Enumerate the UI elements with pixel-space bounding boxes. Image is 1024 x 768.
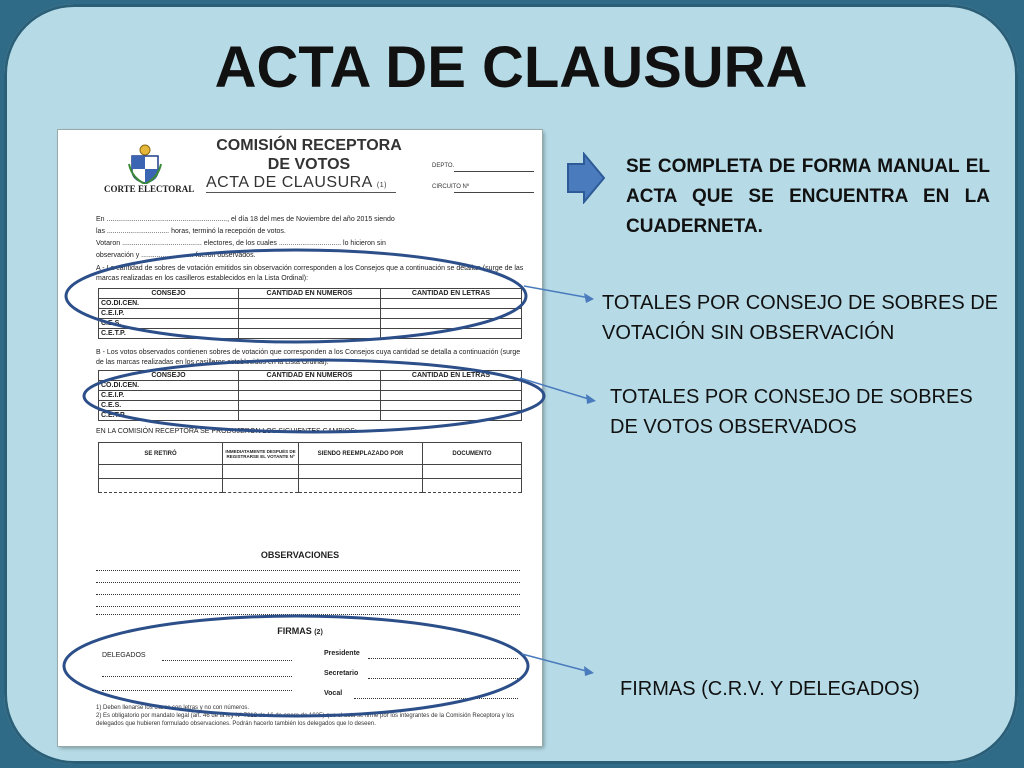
arrowhead-firmas (584, 666, 594, 676)
doc-header-line2: DE VOTOS (267, 156, 351, 173)
callout-sin-observacion: TOTALES POR CONSEJO DE SOBRES DE VOTACIÓN SIN OBSERVACIÓN (602, 292, 999, 344)
number-cell[interactable] (239, 411, 381, 421)
cell[interactable] (299, 465, 423, 479)
cell[interactable] (299, 479, 423, 493)
table-b (98, 370, 522, 421)
delegados-line[interactable] (102, 676, 292, 677)
letters-cell[interactable] (381, 381, 522, 391)
council-cell: C.E.S. (99, 401, 239, 411)
vocal-label: Vocal (324, 690, 343, 697)
council-cell: CO.DI.CEN. (99, 381, 239, 391)
header-documento: DOCUMENTO (423, 443, 522, 465)
council-cell: C.E.T.P. (99, 329, 239, 339)
letters-cell[interactable] (381, 329, 522, 339)
cell[interactable] (99, 479, 223, 493)
obs-line[interactable] (96, 570, 520, 571)
cell[interactable] (423, 465, 522, 479)
footnote-1: 1) Deben llenarse los claros con letras y no con números. (96, 705, 250, 711)
intro-line-3: Votaron ......................................... electores, de los cuales ................................ lo hicieron sin (96, 240, 386, 247)
letters-cell[interactable] (381, 411, 522, 421)
header-numeros: CANTIDAD EN NUMEROS (239, 289, 381, 299)
council-cell: C.E.T.P. (99, 411, 239, 421)
header-letras: CANTIDAD EN LETRAS (381, 289, 522, 299)
doc-subtitle (206, 174, 387, 192)
section-b-text: B - Los votos observados contienen sobres de votación que corresponden a los Consejos cuya cantidad se detalla a continuación (surge de las marcas realizadas en los casilleros establecidos en la Lista Ordinal): (96, 349, 521, 366)
letters-cell[interactable] (381, 299, 522, 309)
table-row (99, 319, 522, 329)
delegados-label: DELEGADOS (102, 652, 146, 659)
doc-header-line1: COMISIÓN RECEPTORA (216, 137, 402, 154)
council-cell: C.E.I.P. (99, 391, 239, 401)
firmas-note: (2) (314, 629, 323, 636)
acta-document (58, 130, 542, 746)
arrowhead-a (584, 293, 594, 303)
table-row (99, 391, 522, 401)
number-cell[interactable] (239, 309, 381, 319)
header-reemplazado: SIENDO REEMPLAZADO POR (299, 443, 423, 465)
depto-line (454, 171, 534, 172)
intro-text (96, 214, 524, 262)
doc-subtitle-note: (1) (376, 182, 387, 189)
callout-firmas: FIRMAS (C.R.V. Y DELEGADOS) (620, 678, 920, 700)
instruction-note: SE COMPLETA DE FORMA MANUAL EL ACTA QUE SE ENCUENTRA EN LA CUADERNETA. (626, 156, 990, 237)
obs-line[interactable] (96, 606, 520, 607)
doc-header (190, 136, 428, 174)
right-arrow-icon (566, 152, 606, 204)
firmas-heading (58, 626, 542, 636)
coat-of-arms-icon (128, 144, 162, 184)
table-a (98, 288, 522, 339)
header-consejo: CONSEJO (99, 289, 239, 299)
number-cell[interactable] (239, 319, 381, 329)
council-cell: CO.DI.CEN. (99, 299, 239, 309)
secretario-line[interactable] (368, 678, 518, 679)
table-row (99, 465, 522, 479)
delegados-line[interactable] (162, 660, 292, 661)
subtitle-rule (206, 192, 396, 193)
obs-line[interactable] (96, 594, 520, 595)
cell[interactable] (99, 465, 223, 479)
table-a-header (99, 289, 522, 299)
header-numeros: CANTIDAD EN NUMEROS (239, 371, 381, 381)
number-cell[interactable] (239, 329, 381, 339)
table-row (99, 309, 522, 319)
presidente-line[interactable] (368, 658, 518, 659)
changes-table (98, 442, 522, 493)
header-votante: INMEDIATAMENTE DESPUÉS DE REGISTRARSE EL VOTANTE Nº (223, 443, 299, 465)
letters-cell[interactable] (381, 391, 522, 401)
callout-observados: TOTALES POR CONSEJO DE SOBRES DE VOTOS OBSERVADOS (610, 386, 973, 438)
header-se-retiro: SE RETIRÓ (99, 443, 223, 465)
seal-label: CORTE ELECTORAL (104, 184, 195, 194)
letters-cell[interactable] (381, 401, 522, 411)
presidente-label: Presidente (324, 650, 360, 657)
obs-line[interactable] (96, 614, 520, 615)
header-letras: CANTIDAD EN LETRAS (381, 371, 522, 381)
footnote-2: 2) Es obligatorio por mandato legal (art. 46 de la ley Nº 7812 de 16 de enero de 1925) que el acta se firme por los integrantes de la Comisión Receptora y los delegados que hubieren formulado observaciones. Podrán hacerlo también los delegados que lo deseen. (96, 713, 515, 727)
section-a-text: A - La cantidad de sobres de votación emitidos sin observación corresponden a los Consejos que a continuación se detallan (surge de las marcas realizadas en los casilleros establecidos en la Lista Ordinal): (96, 265, 524, 282)
number-cell[interactable] (239, 401, 381, 411)
arrowhead-b (586, 394, 596, 404)
slide (4, 4, 1018, 764)
circuito-line (454, 192, 534, 193)
obs-line[interactable] (96, 582, 520, 583)
number-cell[interactable] (239, 381, 381, 391)
header-consejo: CONSEJO (99, 371, 239, 381)
council-cell: C.E.S. (99, 319, 239, 329)
table-row (99, 329, 522, 339)
table-row (99, 401, 522, 411)
circuito-label: CIRCUITO Nº (432, 184, 470, 190)
table-row (99, 411, 522, 421)
footnotes (96, 704, 526, 728)
changes-header (99, 443, 522, 465)
table-b-header (99, 371, 522, 381)
observaciones-heading: OBSERVACIONES (260, 550, 340, 560)
number-cell[interactable] (239, 299, 381, 309)
cell[interactable] (423, 479, 522, 493)
doc-subtitle-text: ACTA DE CLAUSURA (206, 174, 372, 191)
number-cell[interactable] (239, 391, 381, 401)
intro-line-4: observación y ........................... fueron observados. (96, 252, 256, 259)
letters-cell[interactable] (381, 309, 522, 319)
table-row (99, 479, 522, 493)
table-row (99, 299, 522, 309)
firmas-text: FIRMAS (277, 626, 312, 636)
depto-label: DEPTO. (432, 163, 455, 169)
delegados-line[interactable] (102, 690, 292, 691)
intro-line-1: En .............................................................., el día 18 del mes de Noviembre del año 2015 siendo (96, 216, 395, 223)
secretario-label: Secretario (324, 670, 359, 677)
changes-text: EN LA COMISIÓN RECEPTORA SE PRODUJERON LOS SIGUIENTES CAMBIOS: (96, 428, 357, 435)
table-row (99, 381, 522, 391)
intro-line-2: las ................................ horas, terminó la recepción de votos. (96, 228, 286, 235)
council-cell: C.E.I.P. (99, 309, 239, 319)
cell[interactable] (223, 479, 299, 493)
slide-title: ACTA DE CLAUSURA (214, 35, 808, 100)
letters-cell[interactable] (381, 319, 522, 329)
cell[interactable] (223, 465, 299, 479)
vocal-line[interactable] (354, 698, 518, 699)
